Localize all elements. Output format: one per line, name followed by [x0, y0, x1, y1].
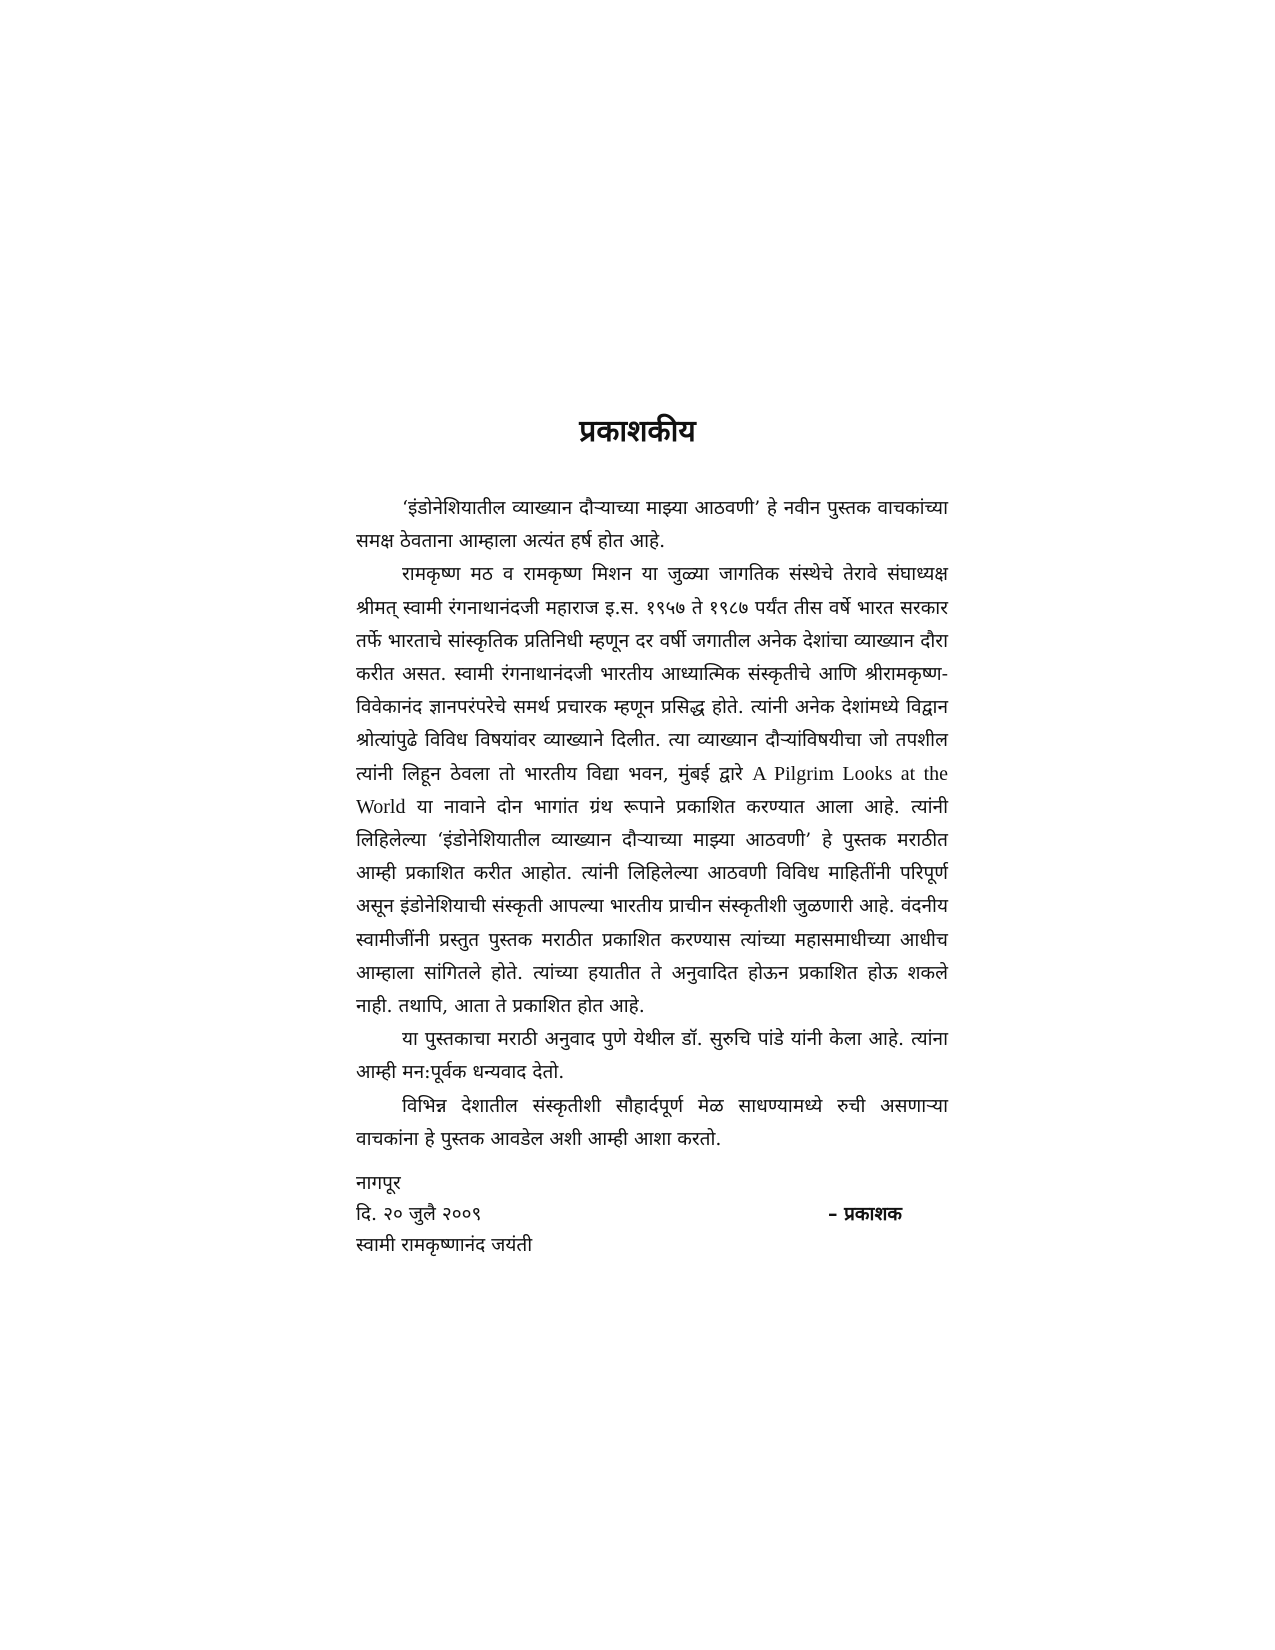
footer-date: दि. २० जुलै २००९	[356, 1203, 482, 1225]
publisher-signature: – प्रकाशक	[828, 1203, 902, 1225]
paragraph-closing: विभिन्न देशातील संस्कृतीशी सौहार्दपूर्ण मेळ साधण्यामध्ये रुची असणाऱ्या वाचकांना हे पुस्तक आवडेल अशी आम्ही आशा करतो.	[356, 1094, 948, 1150]
page-title: प्रकाशकीय	[579, 414, 696, 449]
footer-place: नागपूर	[356, 1172, 401, 1194]
paragraph-translator: या पुस्तकाचा मराठी अनुवाद पुणे येथील डॉ. सुरुचि पांडे यांनी केला आहे. त्यांना आम्ही मन:पूर्वक धन्यवाद देतो.	[356, 1028, 948, 1084]
paragraph-history-before: रामकृष्ण मठ व रामकृष्ण मिशन या जुळ्या जागतिक संस्थेचे तेरावे संघाध्यक्ष श्रीमत् स्वामी रंगनाथानंदजी महाराज इ.स. १९५७ ते १९८७ पर्यंत तीस वर्षे भारत सरकार तर्फे भारताचे सांस्कृतिक प्रतिनिधी म्हणून दर वर्षी जगातील अनेक देशांचा व्याख्यान दौरा करीत असत. स्वामी रंगनाथानंदजी भारतीय आध्यात्मिक संस्कृतीचे आणि श्रीरामकृष्ण-विवेकानंद ज्ञानपरंपरेचे समर्थ प्रचारक म्हणून प्रसिद्ध होते. त्यांनी अनेक देशांमध्ये विद्वान श्रोत्यांपुढे विविध विषयांवर व्याख्याने दिलीत. त्या व्याख्यान दौऱ्यांविषयीचा जो तपशील त्यांनी लिहून ठेवला तो भारतीय विद्या भवन, मुंबई द्वारे	[356, 563, 948, 785]
footer-occasion: स्वामी रामकृष्णानंद जयंती	[356, 1234, 533, 1256]
english-book-title: A Pilgrim Looks at the World	[356, 762, 949, 818]
paragraph-history-after: या नावाने दोन भागांत ग्रंथ रूपाने प्रकाशित करण्यात आला आहे. त्यांनी लिहिलेल्या ‘इंडोनेशियातील व्याख्यान दौऱ्याच्या माझ्या आठवणी’ हे पुस्तक मराठीत आम्ही प्रकाशित करीत आहोत. त्यांनी लिहिलेल्या आठवणी विविध माहितींनी परिपूर्ण असून इंडोनेशियाची संस्कृती आपल्या भारतीय प्राचीन संस्कृतीशी जुळणारी आहे. वंदनीय स्वामीजींनी प्रस्तुत पुस्तक मराठीत प्रकाशित करण्यास त्यांच्या महासमाधीच्या आधीच आम्हाला सांगितले होते. त्यांच्या हयातीत ते अनुवादित होऊन प्रकाशित होऊ शकले नाही. तथापि, आता ते प्रकाशित होत आहे.	[356, 795, 948, 1018]
paragraph-history	[356, 558, 948, 1023]
paragraph-intro: ‘इंडोनेशियातील व्याख्यान दौऱ्याच्या माझ्या आठवणी’ हे नवीन पुस्तक वाचकांच्या समक्ष ठेवताना आम्हाला अत्यंत हर्ष होत आहे.	[356, 497, 948, 553]
preface-body	[356, 492, 948, 1156]
